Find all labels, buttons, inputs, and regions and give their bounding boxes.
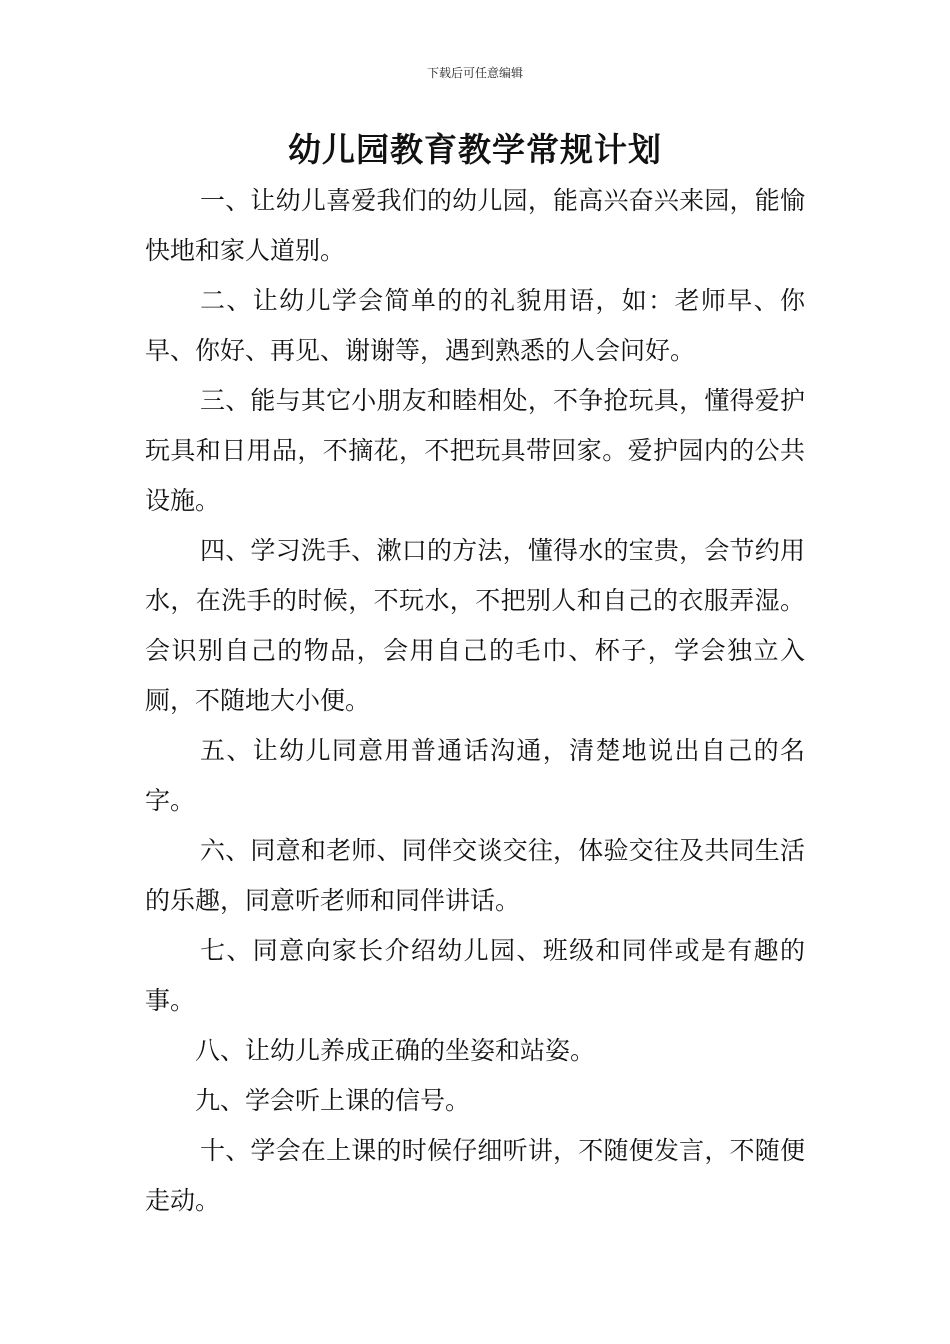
paragraph-4: 四、学习洗手、漱口的方法，懂得水的宝贵，会节约用水，在洗手的时候，不玩水，不把别人和自己的衣服弄湿。会识别自己的物品，会用自己的毛巾、杯子，学会独立入厕，不随地大小便。	[145, 536, 805, 715]
paragraph-1: 一、让幼儿喜爱我们的幼儿园，能高兴奋兴来园，能愉快地和家人道别。	[145, 186, 805, 265]
document-title: 幼儿园教育教学常规计划	[288, 130, 662, 169]
document-body	[145, 176, 805, 1226]
paragraph-6: 六、同意和老师、同伴交谈交往，体验交往及共同生活的乐趣，同意听老师和同伴讲话。	[145, 836, 805, 915]
paragraph-9: 九、学会听上课的信号。	[195, 1086, 471, 1115]
paragraph-3: 三、能与其它小朋友和睦相处，不争抢玩具，懂得爱护玩具和日用品，不摘花，不把玩具带回家。爱护园内的公共设施。	[145, 386, 805, 515]
paragraph-5: 五、让幼儿同意用普通话沟通，清楚地说出自己的名字。	[145, 736, 805, 815]
header-note: 下载后可任意编辑	[426, 66, 523, 80]
paragraph-7: 七、同意向家长介绍幼儿园、班级和同伴或是有趣的事。	[145, 936, 805, 1015]
paragraph-2: 二、让幼儿学会简单的的礼貌用语，如：老师早、你早、你好、再见、谢谢等，遇到熟悉的人会问好。	[145, 286, 805, 365]
paragraph-10: 十、学会在上课的时候仔细听讲，不随便发言，不随便走动。	[145, 1136, 805, 1215]
paragraph-8: 八、让幼儿养成正确的坐姿和站姿。	[195, 1036, 596, 1065]
